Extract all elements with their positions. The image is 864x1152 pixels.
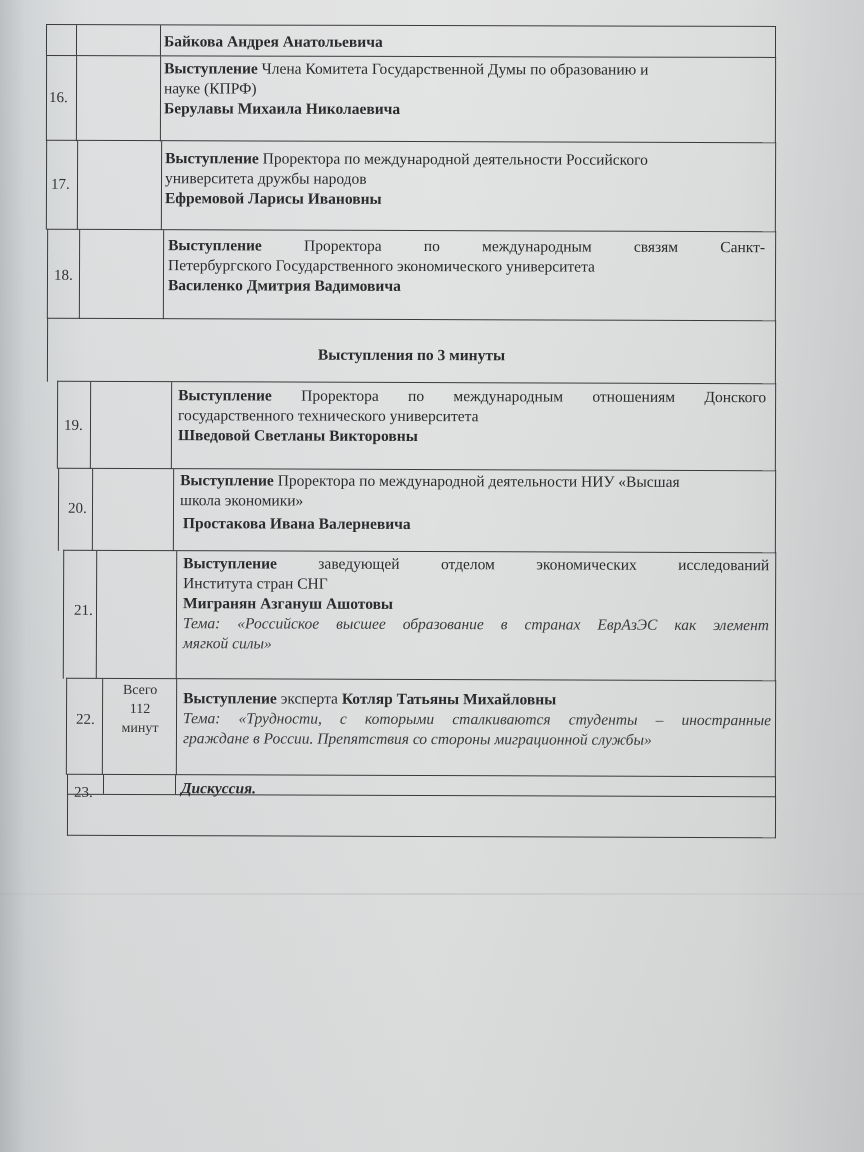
speaker-name: Мигранян Азгануш Ашотовы [183,595,394,613]
speaker-name: Шведовой Светланы Викторовны [177,427,418,446]
section-title: Выступления по 3 минуты [317,346,506,365]
speech-label: Выступление [168,237,262,255]
speech-role: Проректора по международной деятельности НИУ «Высшая [273,472,680,491]
row-number: 21. [73,602,93,619]
speech-role: Члена Комитета Государственной Думы по образованию и [257,60,649,79]
speech-topic-cont: граждане в России. Препятствия со стороны миграционной службы» [182,730,652,749]
table-row [46,24,776,57]
total-time: Всего 112 минут [121,682,159,737]
table-row [58,468,776,554]
speech-role: Проректора по международным отношениям Донского [271,387,767,407]
speech-label: Выступление [178,387,272,405]
table-row [66,678,776,777]
row-number: 20. [67,500,87,517]
speech-topic: Тема: «Трудности, с которыми сталкиваются студенты – иностранные [182,710,772,730]
section-header-row [47,318,776,385]
row-number: 16. [48,90,68,107]
speech-topic: Тема: «Российское высшее образование в странах ЕврАзЭС как элемент [182,615,769,635]
speech-label: Выступление [183,690,277,708]
speech-role-cont: Института стран СНГ [183,575,328,593]
speech-label: Выступление [164,60,258,78]
row-number: 17. [50,176,70,193]
speaker-name: Байкова Андрея Анатольевича [163,33,383,51]
speech-topic-cont: мягкой силы» [182,635,272,653]
speech-role: эксперта [276,690,342,708]
table-row [46,55,776,143]
speech-label: Выступление [165,150,259,168]
paper-crease [0,893,864,895]
speaker-name: Берулавы Михаила Николаевича [163,100,401,118]
discussion-label: Дискуссия. [180,780,257,798]
speech-role-cont: государственного технического университета [178,407,479,426]
speech-label: Выступление [180,472,274,490]
row-number: 23. [73,784,93,801]
speech-role-cont: Петербургского Государственного экономического университета [168,257,595,276]
speaker-name: Ефремовой Ларисы Ивановны [164,190,382,208]
row-number: 19. [63,417,83,434]
speech-role: заведующей отделом экономических исследований [276,555,770,575]
table-row [63,550,776,681]
row-number: 18. [53,267,73,284]
speech-role-cont: университета дружбы народов [164,170,367,188]
table-row [47,229,776,322]
speaker-name: Простакова Ивана Валерневича [182,515,411,533]
speech-role-cont: школа экономики» [180,492,304,510]
speech-role-cont: науке (КПРФ) [164,80,257,98]
speech-role: Проректора по международным связям Санкт- [261,237,766,257]
table-row [46,140,776,233]
row-number: 22. [75,711,95,728]
table-row [57,381,776,472]
speaker-name: Котляр Татьяны Михайловны [341,690,557,709]
speech-label: Выступление [183,555,277,573]
table-row-empty [67,794,776,838]
speech-role: Проректора по международной деятельности Российского [258,150,648,169]
speaker-name: Василенко Дмитрия Вадимовича [167,277,401,295]
